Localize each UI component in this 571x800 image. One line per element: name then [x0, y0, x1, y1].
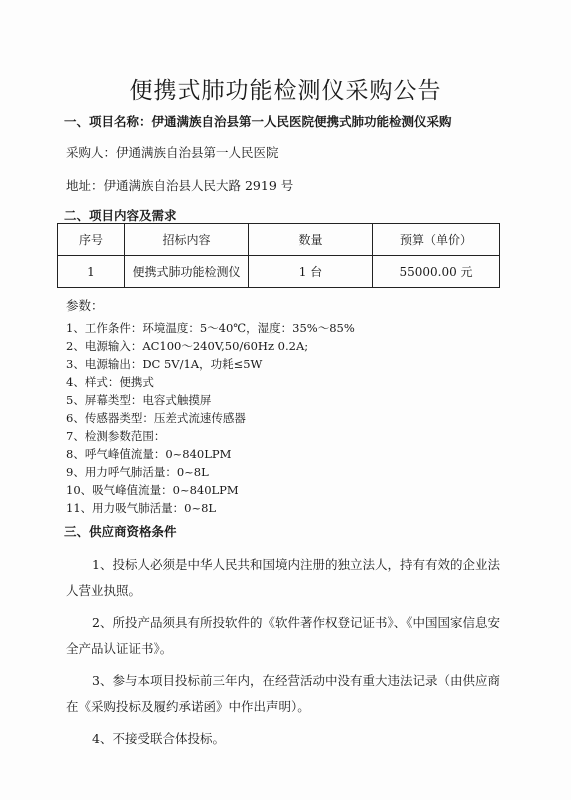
requirements-table [57, 223, 500, 288]
table-cell: 1 台 [249, 256, 373, 288]
table-header-cell: 序号 [58, 224, 125, 256]
qualification-item: 4、不接受联合体投标。 [92, 731, 225, 746]
param-item: 4、样式：便携式 [66, 375, 154, 389]
table-cell: 便携式肺功能检测仪 [125, 256, 249, 288]
buyer-line: 采购人：伊通满族自治县第一人民医院 [66, 145, 279, 160]
address-line: 地址：伊通满族自治县人民大路 2919 号 [66, 178, 294, 193]
qualification-item: 2、所投产品须具有所投软件的《软件著作权登记证书》、《中国国家信息安全产品认证证书》。 [66, 615, 500, 656]
section3-heading: 三、供应商资格条件 [64, 524, 177, 539]
table-cell: 1 [58, 256, 125, 288]
qualification-item: 3、参与本项目投标前三年内，在经营活动中没有重大违法记录（由供应商在《采购投标及履约承诺函》中作出声明）。 [66, 673, 500, 714]
param-item: 6、传感器类型：压差式流速传感器 [66, 411, 246, 425]
param-item: 8、呼气峰值流量：0~840LPM [66, 447, 232, 461]
table-header-row [58, 224, 500, 256]
param-item: 10、吸气峰值流量：0~840LPM [66, 483, 239, 497]
param-item: 3、电源输出：DC 5V/1A，功耗≤5W [66, 357, 263, 371]
table-header-cell: 预算（单价） [373, 224, 500, 256]
param-item: 1、工作条件：环境温度：5～40℃，湿度：35%～85% [66, 321, 355, 335]
param-item: 2、电源输入：AC100～240V,50/60Hz 0.2A; [66, 339, 309, 353]
param-item: 7、检测参数范围： [66, 429, 166, 443]
table-row [58, 256, 500, 288]
param-item: 9、用力呼气肺活量：0~8L [66, 465, 209, 479]
table-header-cell: 数量 [249, 224, 373, 256]
table-cell: 55000.00 元 [373, 256, 500, 288]
table-header-cell: 招标内容 [125, 224, 249, 256]
page-title: 便携式肺功能检测仪采购公告 [129, 78, 442, 104]
qualification-item: 1、投标人必须是中华人民共和国境内注册的独立法人，持有有效的企业法人营业执照。 [66, 557, 500, 598]
section1-heading: 一、项目名称：伊通满族自治县第一人民医院便携式肺功能检测仪采购 [64, 114, 452, 129]
section2-heading: 二、项目内容及需求 [64, 208, 177, 223]
params-label: 参数： [66, 298, 104, 313]
param-item: 11、用力吸气肺活量：0~8L [66, 501, 217, 515]
param-item: 5、屏幕类型：电容式触摸屏 [66, 393, 212, 407]
